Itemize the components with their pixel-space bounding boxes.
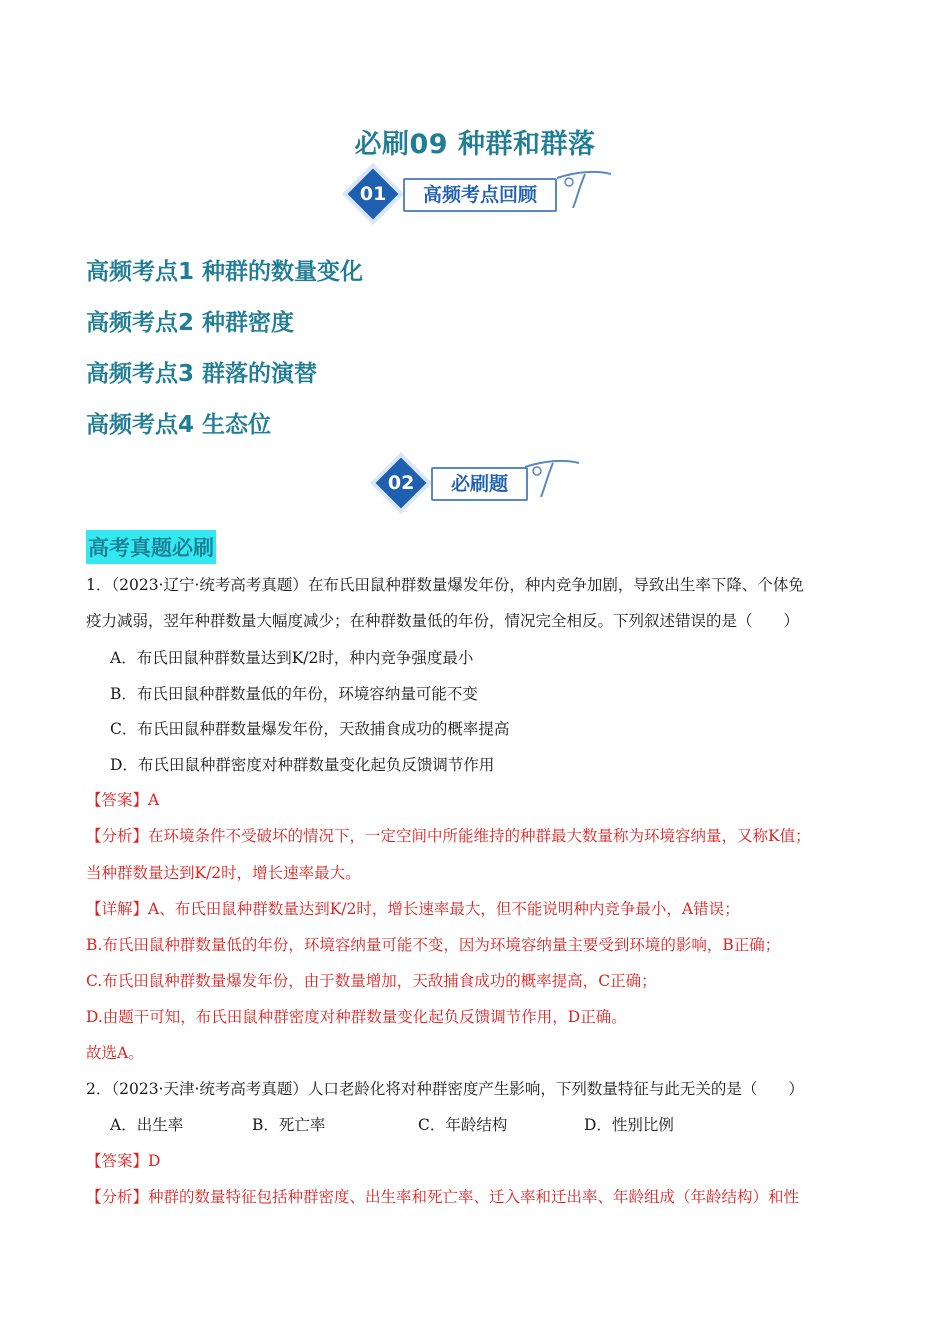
swirl-ornament-icon	[555, 168, 615, 208]
swirl-ornament-icon	[523, 457, 583, 497]
key-point-4: 高频考点4 生态位	[86, 412, 272, 438]
banner-label: 必刷题	[431, 467, 528, 501]
q2-option-d: D．性别比例	[584, 1116, 674, 1134]
q1-analysis-line2: 当种群数量达到K/2时，增长速率最大。	[86, 864, 361, 882]
q1-option-a: A．布氏田鼠种群数量达到K/2时，种内竞争强度最小	[110, 649, 474, 667]
section-title: 高考真题必刷	[86, 530, 216, 564]
section-banner-01	[355, 176, 615, 216]
answer-tag: 【答案】	[86, 1152, 149, 1170]
q1-answer	[86, 790, 159, 810]
q2-answer	[86, 1151, 160, 1171]
banner-number-badge: 02	[376, 458, 427, 509]
q1-option-c: C．布氏田鼠种群数量爆发年份，天敌捕食成功的概率提高	[110, 720, 510, 738]
q1-option-b: B．布氏田鼠种群数量低的年份，环境容纳量可能不变	[110, 685, 478, 703]
q1-stem-line2: 疫力减弱，翌年种群数量大幅度减少；在种群数量低的年份，情况完全相反。下列叙述错误的是（ ）	[86, 612, 800, 630]
q2-option-a: A．出生率	[110, 1116, 184, 1134]
key-point-2: 高频考点2 种群密度	[86, 310, 295, 336]
q1-detail-line2: B.布氏田鼠种群数量低的年份，环境容纳量可能不变，因为环境容纳量主要受到环境的影响，B正确；	[86, 936, 781, 954]
key-point-3: 高频考点3 群落的演替	[86, 361, 318, 387]
q1-analysis-line1: 【分析】在环境条件不受破坏的情况下，一定空间中所能维持的种群最大数量称为环境容纳量，又称K值；	[86, 827, 811, 845]
q2-stem: 2．（2023·天津·统考高考真题）人口老龄化将对种群密度产生影响，下列数量特征与此无关的是（ ）	[86, 1080, 804, 1098]
q1-detail-line3: C.布氏田鼠种群数量爆发年份，由于数量增加，天敌捕食成功的概率提高，C正确；	[86, 972, 657, 990]
document-title: 必刷09 种群和群落	[354, 129, 596, 160]
q1-detail-line1: 【详解】A、布氏田鼠种群数量达到K/2时，增长速率最大，但不能说明种内竞争最小，A错误；	[86, 900, 740, 918]
banner-label: 高频考点回顾	[403, 178, 557, 212]
q2-analysis-line1: 【分析】种群的数量特征包括种群密度、出生率和死亡率、迁入率和迁出率、年龄组成（年龄结构）和性	[86, 1188, 800, 1206]
key-point-1: 高频考点1 种群的数量变化	[86, 259, 364, 285]
q2-option-c: C．年龄结构	[418, 1116, 508, 1134]
banner-number-badge: 01	[348, 169, 399, 220]
q2-option-b: B．死亡率	[252, 1116, 326, 1134]
q1-option-d: D．布氏田鼠种群密度对种群数量变化起负反馈调节作用	[110, 756, 495, 774]
analysis-tag: 【分析】	[86, 827, 149, 845]
section-banner-02	[383, 465, 583, 505]
q1-detail-line4: D.由题干可知，布氏田鼠种群密度对种群数量变化起负反馈调节作用，D正确。	[86, 1008, 627, 1026]
answer-value: D	[148, 1152, 161, 1170]
q1-stem-line1: 1．（2023·辽宁·统考高考真题）在布氏田鼠种群数量爆发年份，种内竞争加剧，导致出生率下降、个体免	[86, 576, 804, 594]
q1-conclusion: 故选A。	[86, 1044, 144, 1062]
answer-value: A	[148, 791, 160, 809]
answer-tag: 【答案】	[86, 791, 149, 809]
analysis-tag: 【分析】	[86, 1188, 149, 1206]
detail-tag: 【详解】	[86, 900, 149, 918]
